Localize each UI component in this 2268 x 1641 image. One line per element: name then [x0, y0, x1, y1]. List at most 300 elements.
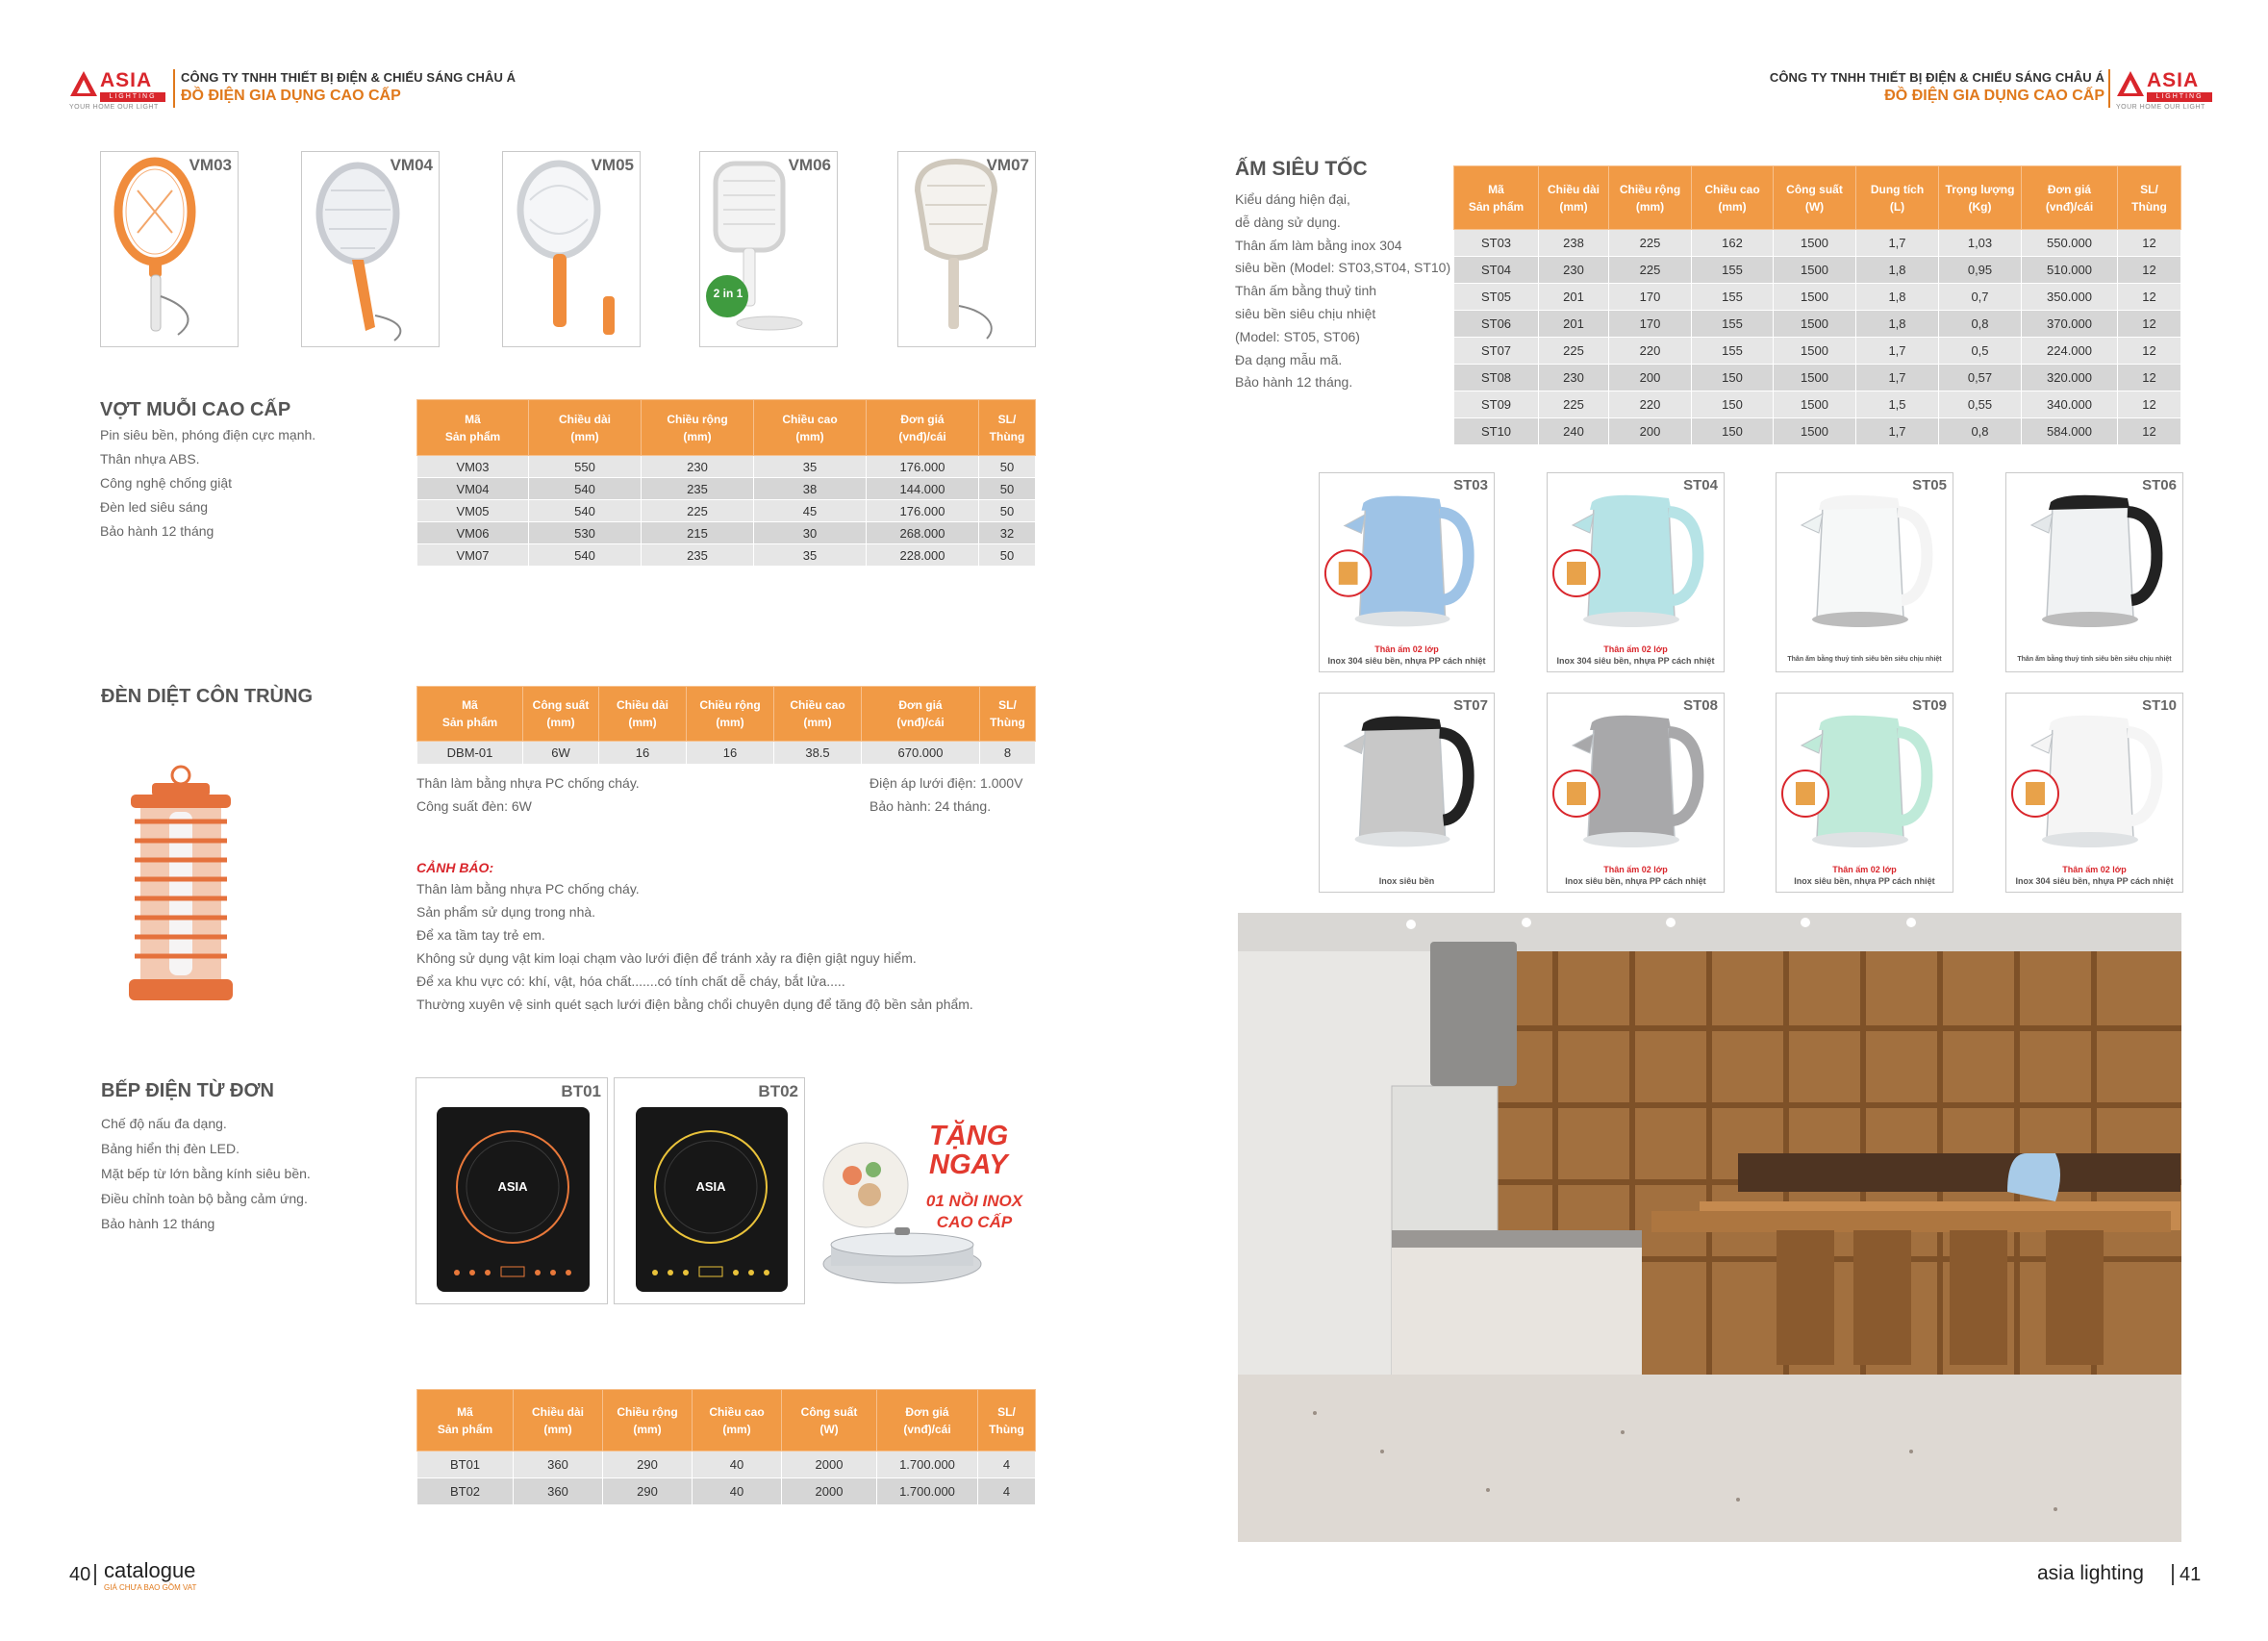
table-cell: ST05 [1454, 284, 1539, 311]
table-cell: 550 [529, 456, 642, 478]
warning-line: Để xa khu vực có: khí, vật, hóa chất.......có tính chất dễ cháy, bắt lửa..... [416, 973, 845, 989]
table-cell: BT02 [417, 1478, 514, 1505]
table-cell: 584.000 [2022, 418, 2118, 445]
product-code: BT02 [758, 1082, 798, 1100]
table-row [1454, 311, 2181, 338]
table-cell: 540 [529, 500, 642, 522]
spec-line: Thân làm bằng nhựa PC chống cháy. [416, 775, 640, 791]
table-cell: 360 [514, 1452, 603, 1478]
kettle-image [1320, 473, 1494, 671]
table-cell: 228.000 [867, 544, 979, 567]
product-code: ST03 [1453, 477, 1488, 493]
table-cell: 225 [642, 500, 754, 522]
col-header: Chiều dài (mm) [514, 1390, 603, 1452]
col-header: SL/ Thùng [979, 400, 1036, 456]
table-cell: 16 [687, 742, 774, 765]
table-cell: 176.000 [867, 500, 979, 522]
table-cell: 225 [1609, 257, 1692, 284]
spec-line: Công suất đèn: 6W [416, 798, 532, 814]
cooktop-spec-table [416, 1389, 1036, 1505]
table-cell: 1500 [1774, 311, 1856, 338]
header-divider-right [2108, 69, 2110, 108]
table-cell: 230 [1539, 257, 1609, 284]
table-cell: 16 [599, 742, 687, 765]
table-row [1454, 365, 2181, 391]
feature-line: Thân ấm làm bằng inox 304 [1235, 237, 1402, 253]
kettle-card-st05[interactable] [1776, 472, 1953, 672]
feature-line: Bảo hành 12 tháng. [1235, 374, 1353, 391]
table-cell: 0,95 [1939, 257, 2022, 284]
product-code: ST09 [1912, 697, 1947, 714]
kettle-image [1777, 473, 1953, 671]
cooktop-features [101, 1111, 311, 1236]
table-cell: 2000 [782, 1452, 877, 1478]
kettle-card-st03[interactable] [1319, 472, 1495, 672]
col-header: Chiều rộng (mm) [642, 400, 754, 456]
feature-line: Kiểu dáng hiện đại, [1235, 191, 1350, 207]
table-row [417, 522, 1036, 544]
col-header: Chiều cao (mm) [693, 1390, 782, 1452]
feature-line: Bảo hành 12 tháng [100, 523, 214, 539]
product-code: ST10 [2142, 697, 2177, 714]
logo-triangle-icon [2116, 69, 2145, 98]
kettle-title: ẤM SIÊU TỐC [1235, 158, 1368, 180]
table-cell: 268.000 [867, 522, 979, 544]
table-cell: 225 [1539, 338, 1609, 365]
table-cell: 0,57 [1939, 365, 2022, 391]
kettle-card-st10[interactable] [2005, 693, 2183, 893]
table-cell: 670.000 [862, 742, 980, 765]
header-divider [173, 69, 175, 108]
table-cell: 1,7 [1856, 418, 1939, 445]
table-row [417, 742, 1036, 765]
table-cell: 155 [1692, 257, 1774, 284]
table-cell: 50 [979, 500, 1036, 522]
table-cell: 1500 [1774, 230, 1856, 257]
warning-line: Sản phẩm sử dụng trong nhà. [416, 904, 596, 920]
table-cell: 235 [642, 478, 754, 500]
table-cell: 1,8 [1856, 257, 1939, 284]
kettle-image [1548, 694, 1724, 892]
table-cell: 320.000 [2022, 365, 2118, 391]
feature-line: siêu bền (Model: ST03,ST04, ST10) [1235, 260, 1451, 276]
feature-line: (Model: ST05, ST06) [1235, 328, 1360, 344]
table-cell: 290 [603, 1452, 693, 1478]
feature-line: Thân nhựa ABS. [100, 451, 200, 467]
warning-title: CẢNH BÁO: [416, 860, 494, 875]
two-in-one-badge: 2 in 1 [713, 287, 743, 300]
product-code: VM07 [986, 156, 1029, 174]
col-header: Chiều dài (mm) [1539, 166, 1609, 230]
table-cell: VM03 [417, 456, 529, 478]
kettle-spec-table [1453, 165, 2181, 445]
logo-band: LIGHTING [100, 92, 165, 102]
table-cell: 150 [1692, 365, 1774, 391]
feature-line: Đa dạng mẫu mã. [1235, 351, 1343, 367]
table-cell: 12 [2118, 284, 2181, 311]
insect-lamp-title: ĐÈN DIỆT CÔN TRÙNG [101, 686, 313, 707]
table-row [417, 500, 1036, 522]
kettle-card-st04[interactable] [1547, 472, 1725, 672]
product-code: VM06 [788, 156, 831, 174]
table-cell: 540 [529, 478, 642, 500]
table-cell: ST09 [1454, 391, 1539, 418]
col-header: Chiều cao (mm) [774, 687, 862, 742]
table-cell: 12 [2118, 391, 2181, 418]
col-header: Mã Sản phẩm [417, 1390, 514, 1452]
kettle-image [2006, 694, 2182, 892]
table-cell: 230 [1539, 365, 1609, 391]
insect-lamp-image [123, 764, 239, 1014]
col-header: Đơn giá (vnđ)/cái [867, 400, 979, 456]
table-row [1454, 391, 2181, 418]
promo-line: TẶNG [929, 1121, 1009, 1151]
col-header: SL/ Thùng [2118, 166, 2181, 230]
kettle-image [1320, 694, 1494, 892]
kettle-caption: Inox siêu bền [1378, 876, 1435, 886]
svg-text:ASIA: ASIA [497, 1179, 528, 1194]
kettle-card-st06[interactable] [2005, 472, 2183, 672]
table-row [417, 1452, 1036, 1478]
table-cell: 290 [603, 1478, 693, 1505]
table-cell: 176.000 [867, 456, 979, 478]
table-cell: 201 [1539, 284, 1609, 311]
table-cell: ST10 [1454, 418, 1539, 445]
table-cell: 0,8 [1939, 311, 2022, 338]
company-name-right: CÔNG TY TNHH THIẾT BỊ ĐIỆN & CHIẾU SÁNG CHÂU Á [1769, 70, 2104, 85]
table-cell: VM04 [417, 478, 529, 500]
table-cell: 6W [523, 742, 599, 765]
footer-brand: asia lighting [2037, 1562, 2144, 1584]
table-cell: 12 [2118, 418, 2181, 445]
col-header: Đơn giá (vnđ)/cái [877, 1390, 978, 1452]
racket-image [503, 152, 640, 346]
table-cell: 1.700.000 [877, 1478, 978, 1505]
product-code: BT01 [561, 1082, 601, 1100]
kettle-image [2006, 473, 2182, 671]
table-cell: 220 [1609, 338, 1692, 365]
table-cell: 32 [979, 522, 1036, 544]
table-cell: 4 [978, 1478, 1036, 1505]
racket-image [700, 152, 837, 346]
table-cell: 50 [979, 478, 1036, 500]
warning-line: Thân làm bằng nhựa PC chống cháy. [416, 881, 640, 896]
table-cell: DBM-01 [417, 742, 523, 765]
table-cell: 200 [1609, 418, 1692, 445]
table-cell: 1500 [1774, 418, 1856, 445]
kettle-caption-title: Thân ấm 02 lớp [1603, 644, 1668, 654]
product-card-vm05[interactable] [502, 151, 641, 347]
logo-tagline: YOUR HOME OUR LIGHT [2116, 104, 2205, 111]
col-header: SL/ Thùng [978, 1390, 1036, 1452]
table-cell: 1500 [1774, 338, 1856, 365]
table-cell: ST07 [1454, 338, 1539, 365]
table-row [1454, 230, 2181, 257]
col-header: Chiều cao (mm) [754, 400, 867, 456]
table-cell: 162 [1692, 230, 1774, 257]
table-row [1454, 338, 2181, 365]
table-cell: 1500 [1774, 284, 1856, 311]
table-cell: 1,8 [1856, 311, 1939, 338]
table-cell: 4 [978, 1452, 1036, 1478]
table-cell: 530 [529, 522, 642, 544]
table-cell: 50 [979, 544, 1036, 567]
table-cell: 1,8 [1856, 284, 1939, 311]
table-cell: 340.000 [2022, 391, 2118, 418]
product-card-vm07[interactable] [897, 151, 1036, 347]
kettle-card-st07[interactable] [1319, 693, 1495, 893]
table-row [417, 1478, 1036, 1505]
col-header: Đơn giá (vnđ)/cái [862, 687, 980, 742]
cooktop-title: BẾP ĐIỆN TỪ ĐƠN [101, 1080, 274, 1101]
table-cell: 40 [693, 1478, 782, 1505]
table-cell: 45 [754, 500, 867, 522]
table-cell: 170 [1609, 311, 1692, 338]
cooktop-image [416, 1078, 607, 1303]
feature-line: dễ dàng sử dụng. [1235, 214, 1341, 230]
col-header: Mã Sản phẩm [417, 400, 529, 456]
table-cell: 1,7 [1856, 338, 1939, 365]
warning-line: Thường xuyên vệ sinh quét sạch lưới điện bằng chổi chuyên dụng để tăng độ bền sản phẩm. [416, 997, 973, 1012]
col-header: Chiều dài (mm) [599, 687, 687, 742]
table-cell: VM05 [417, 500, 529, 522]
table-cell: 1,7 [1856, 365, 1939, 391]
table-cell: 30 [754, 522, 867, 544]
table-cell: ST08 [1454, 365, 1539, 391]
feature-line: Công nghệ chống giật [100, 475, 232, 491]
product-code: VM04 [390, 156, 433, 174]
kettle-caption: Inox 304 siêu bền, nhựa PP cách nhiệt [1327, 656, 1486, 666]
table-cell: 0,55 [1939, 391, 2022, 418]
kettle-caption: Inox 304 siêu bền, nhựa PP cách nhiệt [2015, 876, 2174, 886]
table-cell: 215 [642, 522, 754, 544]
kettle-caption-title: Thân ấm 02 lớp [1832, 865, 1897, 874]
table-cell: 550.000 [2022, 230, 2118, 257]
promo-text [929, 1121, 1009, 1180]
promo-line: 01 NỒI INOX [925, 1192, 1023, 1210]
brand-logo-right [2116, 69, 2217, 114]
brand-logo-left [69, 69, 170, 114]
kettle-caption: Inox siêu bền, nhựa PP cách nhiệt [1565, 876, 1706, 886]
logo-word: ASIA [2147, 69, 2200, 91]
table-cell: 240 [1539, 418, 1609, 445]
logo-band: LIGHTING [2147, 92, 2212, 102]
table-cell: 12 [2118, 230, 2181, 257]
table-cell: 225 [1539, 391, 1609, 418]
feature-line: Chế độ nấu đa dạng. [101, 1116, 227, 1131]
company-name: CÔNG TY TNHH THIẾT BỊ ĐIỆN & CHIẾU SÁNG CHÂU Á [181, 70, 517, 85]
col-header: Công suất (W) [782, 1390, 877, 1452]
feature-line: Điều chỉnh toàn bộ bằng cảm ứng. [101, 1191, 308, 1206]
kettle-caption: Inox 304 siêu bền, nhựa PP cách nhiệt [1556, 656, 1715, 666]
footer-divider [94, 1564, 96, 1585]
warning-line: Để xa tầm tay trẻ em. [416, 927, 545, 943]
table-cell: 1.700.000 [877, 1452, 978, 1478]
table-row [1454, 418, 2181, 445]
col-header: Chiều dài (mm) [529, 400, 642, 456]
table-cell: ST06 [1454, 311, 1539, 338]
logo-triangle-icon [69, 69, 98, 98]
table-cell: 12 [2118, 365, 2181, 391]
table-cell: 155 [1692, 311, 1774, 338]
kettle-card-st08[interactable] [1547, 693, 1725, 893]
table-cell: 238 [1539, 230, 1609, 257]
kitchen-photo [1238, 913, 2181, 1542]
racket-spec-table [416, 399, 1036, 567]
table-cell: 38 [754, 478, 867, 500]
table-row [1454, 257, 2181, 284]
kettle-features [1235, 189, 1450, 394]
col-header: Chiều cao (mm) [1692, 166, 1774, 230]
table-cell: 8 [980, 742, 1036, 765]
table-cell: 1,5 [1856, 391, 1939, 418]
logo-tagline: YOUR HOME OUR LIGHT [69, 104, 159, 111]
racket-features [100, 423, 315, 543]
col-header: SL/ Thùng [980, 687, 1036, 742]
racket-image [898, 152, 1035, 346]
table-cell: 540 [529, 544, 642, 567]
product-card-bt02[interactable] [614, 1077, 805, 1304]
footer-catalogue: catalogue [104, 1558, 196, 1582]
product-code: ST06 [2142, 477, 2177, 493]
kettle-caption: Inox siêu bền, nhựa PP cách nhiệt [1794, 876, 1935, 886]
table-cell: 0,7 [1939, 284, 2022, 311]
table-cell: 510.000 [2022, 257, 2118, 284]
table-row [417, 478, 1036, 500]
insect-lamp-spec-right [869, 771, 1022, 818]
table-cell: 155 [1692, 284, 1774, 311]
col-header: Chiều rộng (mm) [687, 687, 774, 742]
table-cell: 370.000 [2022, 311, 2118, 338]
svg-text:ASIA: ASIA [695, 1179, 726, 1194]
insect-lamp-spec-left [416, 771, 640, 818]
feature-line: Mặt bếp từ lớn bằng kính siêu bền. [101, 1166, 311, 1181]
table-row [417, 544, 1036, 567]
col-header: Chiều rộng (mm) [603, 1390, 693, 1452]
col-header: Trọng lượng (Kg) [1939, 166, 2022, 230]
product-card-vm04[interactable] [301, 151, 440, 347]
table-cell: 1,7 [1856, 230, 1939, 257]
right-page-number: 41 [2180, 1564, 2202, 1585]
kettle-caption-title: Thân ấm 02 lớp [1374, 644, 1439, 654]
table-row [417, 456, 1036, 478]
product-code: ST07 [1453, 697, 1488, 714]
table-cell: 12 [2118, 338, 2181, 365]
cooktop-image [615, 1078, 804, 1303]
table-cell: VM07 [417, 544, 529, 567]
kettle-caption: Thân ấm bằng thuỷ tinh siêu bền siêu chịu nhiệt [1787, 656, 1942, 663]
product-card-vm06[interactable] [699, 151, 838, 347]
feature-line: Đèn led siêu sáng [100, 499, 209, 515]
table-cell: 170 [1609, 284, 1692, 311]
spec-line: Điện áp lưới điện: 1.000V [869, 775, 1023, 791]
footer-vat-note: GIÁ CHƯA BAO GỒM VAT [104, 1583, 197, 1592]
col-header: Dung tích (L) [1856, 166, 1939, 230]
table-cell: 1500 [1774, 391, 1856, 418]
table-cell: 38.5 [774, 742, 862, 765]
feature-line: siêu bền siêu chịu nhiệt [1235, 305, 1376, 321]
table-cell: ST03 [1454, 230, 1539, 257]
col-header: Công suất (mm) [523, 687, 599, 742]
header-subtitle: ĐỒ ĐIỆN GIA DỤNG CAO CẤP [181, 88, 401, 104]
header-subtitle-right: ĐỒ ĐIỆN GIA DỤNG CAO CẤP [1884, 88, 2104, 104]
footer-divider-right [2172, 1564, 2174, 1585]
table-cell: 230 [642, 456, 754, 478]
table-cell: 235 [642, 544, 754, 567]
table-cell: 225 [1609, 230, 1692, 257]
promo-line: CAO CẤP [936, 1213, 1013, 1231]
product-card-vm03[interactable] [100, 151, 239, 347]
table-cell: 144.000 [867, 478, 979, 500]
warning-list [416, 877, 973, 1016]
col-header: Mã Sản phẩm [417, 687, 523, 742]
table-cell: 201 [1539, 311, 1609, 338]
table-cell: 0,5 [1939, 338, 2022, 365]
table-cell: 12 [2118, 311, 2181, 338]
col-header: Chiều rộng (mm) [1609, 166, 1692, 230]
table-cell: 1500 [1774, 365, 1856, 391]
table-cell: 40 [693, 1452, 782, 1478]
table-cell: 2000 [782, 1478, 877, 1505]
racket-image [302, 152, 439, 346]
col-header: Mã Sản phẩm [1454, 166, 1539, 230]
warning-line: Không sử dụng vật kim loại chạm vào lưới điện để tránh xảy ra điện giật nguy hiểm. [416, 950, 917, 966]
table-cell: 50 [979, 456, 1036, 478]
insect-lamp-spec-table [416, 686, 1036, 765]
racket-image [101, 152, 238, 346]
table-cell: 360 [514, 1478, 603, 1505]
kettle-image [1777, 694, 1953, 892]
product-code: ST04 [1683, 477, 1718, 493]
col-header: Đơn giá (vnđ)/cái [2022, 166, 2118, 230]
kettle-caption-title: Thân ấm 02 lớp [2062, 865, 2127, 874]
table-cell: 1,03 [1939, 230, 2022, 257]
table-cell: VM06 [417, 522, 529, 544]
table-cell: 150 [1692, 391, 1774, 418]
kettle-image [1548, 473, 1724, 671]
table-cell: 350.000 [2022, 284, 2118, 311]
table-cell: 35 [754, 544, 867, 567]
product-code: ST05 [1912, 477, 1947, 493]
table-cell: 150 [1692, 418, 1774, 445]
spec-line: Bảo hành: 24 tháng. [869, 798, 992, 814]
table-cell: 155 [1692, 338, 1774, 365]
kettle-caption-title: Thân ấm 02 lớp [1603, 865, 1668, 874]
table-cell: 35 [754, 456, 867, 478]
left-page-number: 40 [69, 1564, 91, 1585]
table-cell: 0,8 [1939, 418, 2022, 445]
col-header: Công suất (W) [1774, 166, 1856, 230]
table-cell: 220 [1609, 391, 1692, 418]
kettle-card-st09[interactable] [1776, 693, 1953, 893]
table-cell: ST04 [1454, 257, 1539, 284]
racket-title: VỢT MUỖI CAO CẤP [100, 399, 291, 420]
promo-subtext [912, 1191, 1037, 1233]
product-card-bt01[interactable] [416, 1077, 608, 1304]
table-cell: 12 [2118, 257, 2181, 284]
logo-word: ASIA [100, 69, 153, 91]
product-code: VM03 [189, 156, 232, 174]
table-cell: 1500 [1774, 257, 1856, 284]
feature-line: Bảo hành 12 tháng [101, 1216, 215, 1231]
kettle-caption: Thân ấm bằng thuỷ tinh siêu bền siêu chịu nhiệt [2017, 656, 2172, 663]
feature-line: Thân ấm bằng thuỷ tinh [1235, 283, 1377, 299]
promo-line: NGAY [929, 1149, 1008, 1180]
product-code: ST08 [1683, 697, 1718, 714]
feature-line: Pin siêu bền, phóng điện cực mạnh. [100, 427, 316, 442]
table-cell: 224.000 [2022, 338, 2118, 365]
table-cell: BT01 [417, 1452, 514, 1478]
